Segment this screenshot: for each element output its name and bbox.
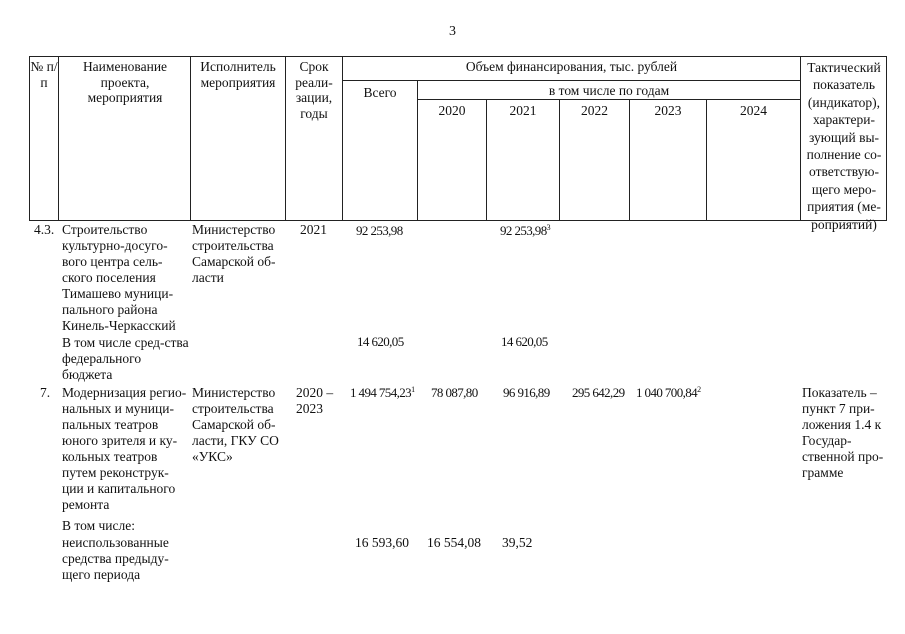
row-7-name: Модернизация регио-нальных и муници-пальных театров юного зрителя и ку-кольных театров путем реконструк-ции и капитального ремонта xyxy=(62,385,187,512)
header-year-2020: 2020 xyxy=(438,103,466,118)
row-7-unused-2021: 39,52 xyxy=(502,535,533,550)
header-financing: Объем финансирования, тыс. рублей xyxy=(465,59,678,74)
header-year-2023: 2023 xyxy=(654,103,682,118)
row-7-2023: 1 040 700,84$^2$ xyxy=(636,385,701,400)
row-4-3-2021: 92 253,98$^3$ xyxy=(500,223,551,238)
header-year-2021: 2021 xyxy=(509,103,537,118)
row-4-3-total: 92 253,98 xyxy=(356,223,403,238)
header-total: Всего xyxy=(363,85,397,100)
page-number: 3 xyxy=(449,24,456,39)
row-7-indicator: Показатель – пункт 7 при-ложения 1.4 к Государ-ственной про-грамме xyxy=(802,385,884,480)
header-term: Срок реали-зации, годы xyxy=(295,59,333,121)
header-executor: Исполнитель мероприятия xyxy=(200,59,276,90)
header-indicator: Тактический показатель (индикатор), характери-зующий вы-полнение со-ответствую-щего меро-приятия (ме-роприятий) xyxy=(806,60,882,232)
row-7-2021: 96 916,89 xyxy=(503,385,550,400)
row-7-total: 1 494 754,23$^1$ xyxy=(350,385,415,400)
header-num: № п/п xyxy=(30,59,58,90)
header-name: Наименование проекта, мероприятия xyxy=(82,59,168,105)
row-4-3-federal-label: В том числе сред-ства федерального бюджета xyxy=(62,335,189,382)
row-4-3-federal-2021: 14 620,05 xyxy=(501,334,548,349)
row-7-including-label: В том числе: xyxy=(62,518,135,533)
header-year-2022: 2022 xyxy=(581,103,608,118)
header-by-years: в том числе по годам xyxy=(548,83,670,98)
row-4-3-number: 4.3. xyxy=(34,222,55,237)
row-4-3-name: Строительство культурно-досуго-вого центра сель-ского поселения Тимашево муници-пального района Кинель-Черкасский xyxy=(62,222,176,333)
row-7-executor: Министерство строительства Самарской об-ласти, ГКУ СО «УКС» xyxy=(192,385,279,464)
row-7-number: 7. xyxy=(40,385,51,400)
row-4-3-executor: Министерство строительства Самарской об-ласти xyxy=(192,222,276,285)
row-7-unused-funds-label: неиспользованные средства предыду-щего периода xyxy=(62,535,169,582)
row-7-2020: 78 087,80 xyxy=(431,385,478,400)
header-year-2024: 2024 xyxy=(740,103,767,118)
row-4-3-term: 2021 xyxy=(300,222,327,237)
row-7-unused-2020: 16 554,08 xyxy=(427,535,481,550)
row-7-unused-total: 16 593,60 xyxy=(355,535,409,550)
row-7-term: 2020 – 2023 xyxy=(296,385,334,416)
row-4-3-federal-total: 14 620,05 xyxy=(357,334,404,349)
row-7-2022: 295 642,29 xyxy=(572,385,625,400)
